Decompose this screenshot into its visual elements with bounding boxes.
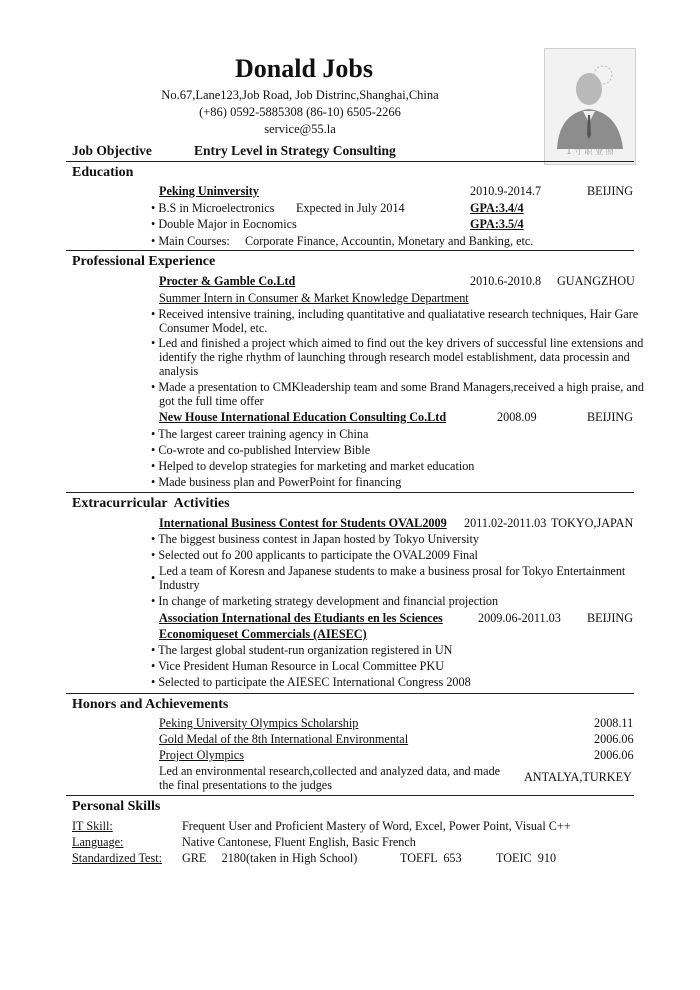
list-item: • Selected to participate the AIESEC International Congress 2008 — [151, 675, 471, 689]
list-item-cont: Industry — [159, 578, 200, 592]
job-dates: 2008.09 — [497, 410, 537, 424]
divider — [66, 161, 634, 162]
job-dates: 2010.6-2010.8 — [470, 274, 542, 288]
list-item: Led a team of Koresn and Japanese students to make a business prosal for Tokyo Entertainment — [159, 564, 626, 578]
honor-date: 2006.06 — [594, 748, 634, 762]
degree-double-major: • Double Major in Eocnomics — [151, 217, 297, 231]
honor-item: Peking University Olympics Scholarship — [159, 716, 359, 730]
gpa-major: GPA:3.4/4 — [470, 201, 524, 215]
honor-item: Led an environmental research,collected and analyzed data, and made — [159, 764, 501, 778]
activity-name: International Business Contest for Students OVAL2009 — [159, 516, 447, 530]
activity-location: BEIJING — [587, 611, 634, 625]
gpa-double-major: GPA:3.5/4 — [470, 217, 524, 231]
list-item: • In change of marketing strategy development and financial projection — [151, 594, 499, 608]
honor-location: ANTALYA,TURKEY — [524, 770, 632, 784]
education-location: BEIJING — [587, 184, 634, 198]
activity-name-cont: Economiqueset Commercials (AIESEC) — [159, 627, 367, 641]
job-location: GUANGZHOU — [557, 274, 635, 288]
list-item: • Made business plan and PowerPoint for financing — [151, 475, 402, 489]
profile-photo — [544, 48, 636, 165]
it-skill-label: IT Skill: — [72, 819, 113, 833]
honor-item-cont: the final presentations to the judges — [159, 778, 332, 792]
photo-caption: 1 寸 职 业 照 — [566, 147, 614, 156]
section-title-extracurricular: Extracurricular Activities — [72, 496, 230, 511]
divider — [66, 492, 634, 493]
address: No.67,Lane123,Job Road, Job Distrinc,Shanghai,China — [161, 88, 439, 102]
section-title-experience: Professional Experience — [72, 254, 216, 269]
phone-numbers: (+86) 0592-5885308 (86-10) 6505-2266 — [199, 105, 401, 119]
divider — [66, 693, 634, 694]
main-courses: • Main Courses: Corporate Finance, Accountin, Monetary and Banking, etc. — [151, 234, 534, 248]
company-name: Procter & Gamble Co.Ltd — [159, 274, 296, 288]
it-skill-value: Frequent User and Proficient Mastery of Word, Excel, Power Point, Visual C++ — [182, 819, 571, 833]
honor-date: 2008.11 — [594, 716, 634, 730]
job-location: BEIJING — [587, 410, 634, 424]
test-label: Standardized Test: — [72, 851, 162, 865]
honor-date: 2006.06 — [594, 732, 634, 746]
list-item: • The largest career training agency in China — [151, 427, 369, 441]
list-item-cont: analysis — [159, 364, 199, 378]
list-item: • Helped to develop strategies for marketing and market education — [151, 459, 475, 473]
education-dates: 2010.9-2014.7 — [470, 184, 542, 198]
school-name: Peking Uninversity — [159, 184, 259, 198]
list-item: • Led and finished a project which aimed to find out the key drivers of successful line extensions and — [151, 336, 644, 350]
objective-label: Job Objective — [72, 143, 152, 158]
degree-major: • B.S in Microelectronics — [151, 201, 275, 215]
language-value: Native Cantonese, Fluent English, Basic French — [182, 835, 416, 849]
section-title-skills: Personal Skills — [72, 799, 161, 814]
activity-name: Association International des Etudiants en les Sciences — [159, 611, 443, 625]
list-item: • The biggest business contest in Japan hosted by Tokyo University — [151, 532, 479, 546]
list-item: • Received intensive training, including quantitative and qualiatative research techniques, Hair Gare — [151, 307, 639, 321]
objective-value: Entry Level in Strategy Consulting — [194, 143, 396, 158]
activity-location: TOKYO,JAPAN — [551, 516, 634, 530]
list-item-cont: Consumer Model, etc. — [159, 321, 268, 335]
contact-block — [150, 87, 450, 138]
list-item: • The largest global student-run organization registered in UN — [151, 643, 453, 657]
job-role: Summer Intern in Consumer & Market Knowledge Department — [159, 291, 469, 305]
list-item: • Selected out fo 200 applicants to participate the OVAL2009 Final — [151, 548, 478, 562]
list-item-cont: got the full time offer — [159, 394, 264, 408]
list-item: • Made a presentation to CMKleadership team and some Brand Managers,received a high praise, and — [151, 380, 644, 394]
gre-score: GRE 2180(taken in High School) — [182, 851, 358, 865]
email: service@55.la — [264, 122, 336, 136]
company-name: New House International Education Consulting Co.Ltd — [159, 410, 447, 424]
candidate-name: Donald Jobs — [235, 54, 373, 83]
section-title-education: Education — [72, 165, 134, 180]
toefl-score: TOEFL 653 — [400, 851, 462, 865]
list-item: • Co-wrote and co-published Interview Bible — [151, 443, 371, 457]
list-item: • Vice President Human Resource in Local Committee PKU — [151, 659, 445, 673]
activity-dates: 2011.02-2011.03 — [464, 516, 547, 530]
activity-dates: 2009.06-2011.03 — [478, 611, 561, 625]
toeic-score: TOEIC 910 — [496, 851, 557, 865]
divider — [66, 795, 634, 796]
expected-graduation: Expected in July 2014 — [296, 201, 405, 215]
honor-item: Gold Medal of the 8th International Environmental — [159, 732, 409, 746]
divider — [66, 250, 634, 251]
honor-item: Project Olympics — [159, 748, 244, 762]
list-item-cont: identify the righe rhythm of launching through research model establishment, data processin and — [159, 350, 630, 364]
language-label: Language: — [72, 835, 124, 849]
section-title-honors: Honors and Achievements — [72, 697, 229, 712]
bullet: • — [151, 571, 156, 585]
